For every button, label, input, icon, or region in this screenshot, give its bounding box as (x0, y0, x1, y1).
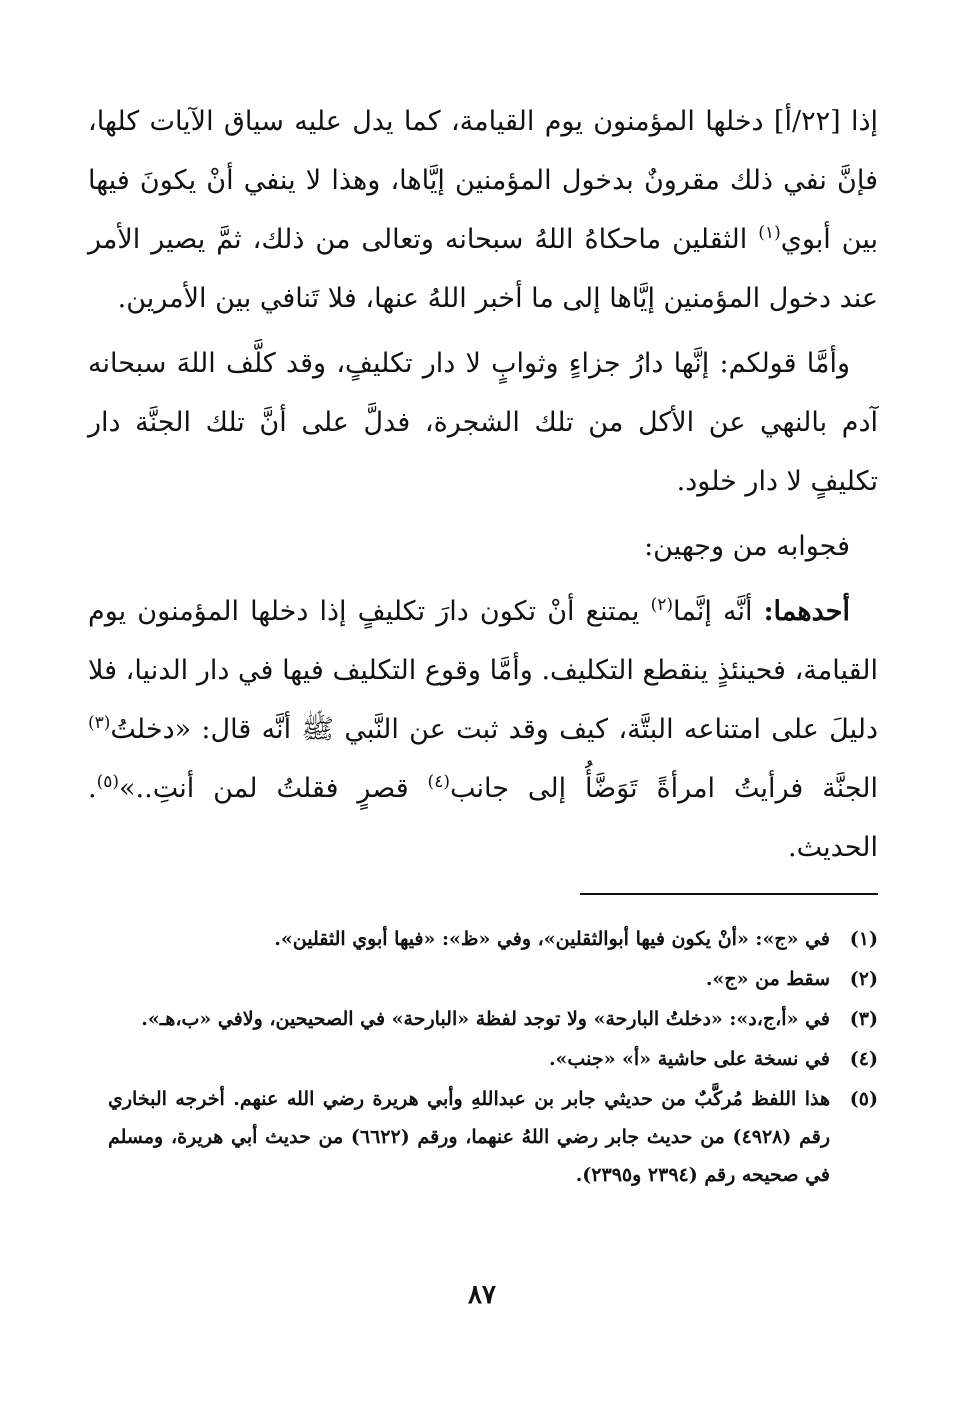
footnote-5 (108, 1080, 878, 1194)
footnote-ref-2: (٢) (650, 595, 673, 615)
paragraph-4 (88, 582, 878, 877)
paragraph-1-tail: الثقلين ماحكاهُ اللهُ سبحانه وتعالى من ذلك، ثمَّ يصير الأمر عند دخول المؤمنين إيَّاها إلى ما أخبر اللهُ عنها، فلا تَنافي بين الأمرين. (88, 224, 878, 314)
footnote-text: هذا اللفظ مُركَّبٌ من حديثي جابر بن عبداللهِ وأبي هريرة رضي الله عنهم. أخرجه البخاري رقم (٤٩٢٨) من حديث جابر رضي اللهُ عنهما، ورقم (٦٦٢٢) من حديث أبي هريرة، ومسلم في صحيحه رقم (٢٣٩٤ و٢٣٩٥). (108, 1088, 831, 1186)
footnote-ref-5: (٥) (96, 772, 120, 792)
footnote-3 (108, 1000, 878, 1038)
footnote-text: سقط من «ج». (705, 968, 830, 990)
footnote-text: في «أ،ج،د»: «دخلتُ البارحة» ولا توجد لفظة «البارحة» في الصحيحين، ولافي «ب،هـ». (141, 1008, 830, 1030)
paragraph-3: فجوابه من وجهين: (644, 531, 850, 562)
paragraph-1-text: إذا [٢٢/أ] دخلها المؤمنون يوم القيامة، كما يدل عليه سياق الآيات كلها، فإنَّ نفي ذلك مقرونٌ بدخول المؤمنين إيَّاها، وهذا لا ينفي أنْ يكونَ فيها بين أبوي (88, 106, 879, 255)
footnote-text: في «ج»: «أنْ يكون فيها أبوالثقلين»، وفي «ظ»: «فيها أبوي الثقلين». (274, 928, 830, 950)
footnote-ref-3: (٣) (88, 713, 111, 733)
paragraph-4-text-e: . الحديث. (88, 773, 878, 863)
footnote-number: (٢) (849, 968, 878, 990)
paragraph-4-text-d: قصرٍ فقلتُ لمن أنتِ..» (119, 773, 409, 804)
main-text (88, 92, 878, 883)
footnote-4 (108, 1040, 878, 1078)
footnotes (108, 920, 878, 1196)
paragraph-4-text-a: أنَّه إنَّما (673, 596, 753, 627)
footnote-divider (580, 893, 878, 895)
paragraph-4-lead: أحدهما: (763, 596, 850, 627)
footnote-1 (108, 920, 878, 958)
paragraph-2: وأمَّا قولكم: إنَّها دارُ جزاءٍ وثوابٍ لا دار تكليفٍ، وقد كلَّف اللهَ سبحانه آدم بالنهي عن الأكل من تلك الشجرة، فدلَّ على أنَّ تلك الجنَّة دار تكليفٍ لا دار خلود. (88, 348, 878, 497)
footnote-number: (٤) (849, 1048, 878, 1070)
paragraph-4-text-c: الجنَّة فرأيتُ امرأةً تَوَضَّأُ إلى جانب (449, 773, 878, 804)
footnote-ref-4: (٤) (427, 772, 450, 792)
footnote-2 (108, 960, 878, 998)
footnote-text: في نسخة على حاشية «أ» «جنب». (548, 1048, 830, 1070)
footnote-number: (١) (849, 928, 878, 950)
page-number: ٨٧ (468, 1280, 496, 1310)
footnote-number: (٥) (849, 1088, 878, 1110)
footnote-ref-1: (١) (758, 223, 781, 243)
paragraph-1 (88, 92, 878, 328)
footnote-number: (٣) (849, 1008, 878, 1030)
paragraph-4-text-b: يمتنع أنْ تكون دارَ تكليفٍ إذا دخلها المؤمنون يوم القيامة، فحينئذٍ ينقطع التكليف. وأمَّا وقوع التكليف فيها في دار الدنيا، فلا دليلَ على امتناعه البتَّة، كيف وقد ثبت عن النَّبي ﷺ أنَّه قال: «دخلتُ (88, 596, 878, 745)
